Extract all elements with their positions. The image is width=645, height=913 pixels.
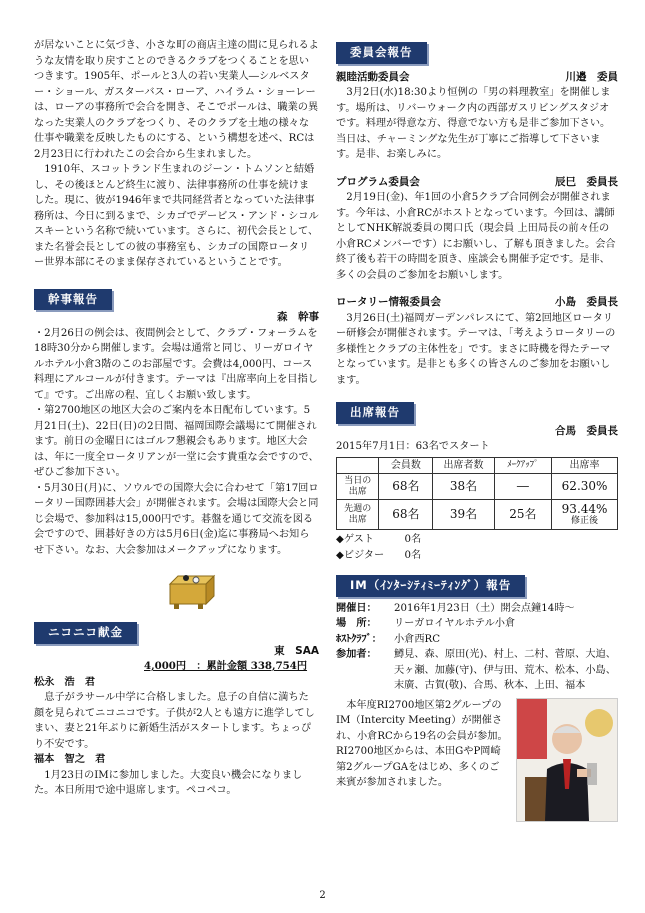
cell-present: 38名 xyxy=(433,474,494,500)
right-column xyxy=(336,42,618,791)
im-body: 本年度RI2700地区第2グループのIM（Intercity Meeting）が開催され、小倉RCから19名の会員が参加。RI2700地区からは、本田GやP岡崎第2グループGAをはじめ、多くのご来賓が参加されました。 xyxy=(336,699,508,788)
report-3-person: 小島 委員長 xyxy=(555,296,618,308)
kanji-author: 森 幹事 xyxy=(277,311,319,323)
report-3-text: 3月26日(土)福岡ガーデンパレスにて、第2回地区ロータリー研修会が開催されます。テーマは、「考えようロータリーの多様性とクラブの主体性を」です。まさに時機を得たテーマとなっています。是非とも多くの皆さんのご参加をお願いします。 xyxy=(336,312,616,386)
table-header-cell: 会員数 xyxy=(379,457,433,474)
attendance-intro: 2015年7月1日：63名でスタート xyxy=(336,441,490,452)
table-row xyxy=(337,474,618,500)
im-place-row xyxy=(336,616,618,632)
attendance-person: 合馬 委員長 xyxy=(555,424,618,437)
report-2-heading xyxy=(336,175,618,191)
im-report-header: IM（ｲﾝﾀｰｼﾃｨﾐｰﾃｨﾝｸﾞ）報告 xyxy=(336,575,525,597)
niko-author: 東 SAA xyxy=(274,644,319,657)
im-date-key: 開催日： xyxy=(336,602,377,614)
kanji-item-2: ・第2700地区の地区大会のご案内を本日配布しています。5月21日(土)、22日(日)の2日間、福岡国際会議場にて開催されます。前日の金曜日にはゴルフ懇親会もあります。地区大会は、年に一度全ロータリアンが一堂に会す貴重な会ですので、ぜひご参加下さい。 xyxy=(34,405,319,478)
kanji-item-1: ・2月26日の例会は、夜間例会として、クラブ・フォーラムを18時30分から開催します。会場は通常と同じ、リーガロイヤルホテル小倉3階のこのお部屋です。会費は4,000円、コース料理にアルコールが付きます。テーマは『出席率向上を目指して』です。ご出席の程、宜しくお願い致します。 xyxy=(34,327,318,401)
kanji-report-header: 幹事報告 xyxy=(34,289,112,311)
cell-rate-note: 修正後 xyxy=(571,515,599,526)
im-date-row xyxy=(336,601,618,617)
report-3-heading xyxy=(336,295,618,311)
cell-makeup: ― xyxy=(494,474,552,500)
table-header-cell xyxy=(337,457,379,474)
niko-entry-text-1: 息子がラサール中学に合格しました。息子の自信に満ちた顔を見られてニコニコです。子供が2人とも遠方に進学してしまい、妻と21年ぶりに新婚生活がスタートします。ちょっぴり不安です。 xyxy=(34,692,315,750)
im-place-val: リーガロイヤルホテル小倉 xyxy=(394,618,516,629)
report-2-text: 2月19日(金)、年1回の小倉5クラブ合同例会が開催されます。今年は、小倉RCがホストとなっています。今回は、講師としてNHK解説委員の関口氏（現会員 上田局長の前々任の小倉RCメンバーです）にお願いし、了解も頂きました。会合終了後も若干の時間を頂き、座談会も開催予定です。是非、多くの会員のご参加をお願いします。 xyxy=(336,192,616,281)
attendance-table xyxy=(336,457,618,531)
niko-entry-text-2: 1月23日のIMに参加しました。大変良い機会になりました。本日所用で途中退席します。ペコペコ。 xyxy=(34,769,303,796)
niko-entry-name-1: 松永 浩 君 xyxy=(34,676,96,688)
report-3-committee: ロータリー情報委員会 xyxy=(336,296,441,308)
table-header-cell: 出席者数 xyxy=(433,457,494,474)
cell-members: 68名 xyxy=(379,500,433,530)
cell-present: 39名 xyxy=(433,500,494,530)
kanji-item-3: ・5月30日(月)に、ソウルでの国際大会に合わせて「第17回ロータリー国際囲碁大会」が開催されます。会場は国際大会と同じ会場で、参加料は15,000円です。碁盤を通じて交流を図る会ですので、囲碁好きの方は5月6日(金)迄に事務局へお知らせ下さい。なお、大会参加はメークアップになります。 xyxy=(34,482,319,556)
niko-entry-name-2: 福本 智之 君 xyxy=(34,754,106,765)
table-header-row xyxy=(337,457,618,474)
niko-header: ニコニコ献金 xyxy=(34,622,137,644)
im-host-row xyxy=(336,632,618,648)
report-2-committee: プログラム委員会 xyxy=(336,175,420,188)
table-row xyxy=(337,500,618,530)
niko-amount: 4,000円 ：累計金額 338,754円 xyxy=(144,660,308,672)
table-header-cell: 出席率 xyxy=(552,457,618,474)
report-1-person: 川邉 委員 xyxy=(565,70,618,83)
im-attendees-row xyxy=(336,647,618,694)
cell-rate: 93.44% xyxy=(561,501,608,516)
cell-rate-wrap xyxy=(552,500,618,530)
left-column xyxy=(34,38,319,799)
im-host-key: ﾎｽﾄｸﾗﾌﾞ： xyxy=(336,633,382,645)
visitor-count: ◆ビジター 0名 xyxy=(336,549,422,561)
im-attendees-key: 参加者： xyxy=(336,649,377,660)
go-board-icon xyxy=(166,568,218,612)
page-number: 2 xyxy=(319,890,326,901)
attendance-header: 出席報告 xyxy=(336,402,414,424)
im-place-key: 場 所： xyxy=(336,618,377,629)
guest-count: ◆ゲスト 0名 xyxy=(336,534,422,545)
cell-rate: 62.30% xyxy=(552,474,618,500)
committee-report-header: 委員会報告 xyxy=(336,42,427,64)
im-attendees-val: 鱒見、森、原田(光)、村上、二村、菅原、大迫、天ヶ瀬、加藤(守)、伊与田、荒木、松本、小島、末廣、古賀(敬)、合馬、秋本、上田、福本 xyxy=(394,649,616,691)
im-date-val: 2016年1月23日（土）開会点鐘14時～ xyxy=(394,602,575,614)
intro-paragraph-1: が居ないことに気づき、小さな町の商店主達の間に見られるような友情を取り戻すことのできるクラブをつくることを思いつきます。1905年、ポールと3人の若い実業人―シルベスター・ショール、ガスターバス・ローア、ハイラム・ショーレーは、ローアの事務所で会合を開き、そこでポールは、職業の異なった実業人のクラブをつくり、そのクラブを土地の様々な仕事や職業を反映したものにする、という構想を述べ、RCは2月23日に行われたこの会合から生まれました。 xyxy=(34,40,319,160)
im-host-val: 小倉西RC xyxy=(394,633,441,645)
row-label: 当日の出席 xyxy=(337,474,379,500)
report-1-committee: 親睦活動委員会 xyxy=(336,70,410,83)
speaker-photo xyxy=(516,698,618,822)
table-header-cell: ﾒｰｸｱｯﾌﾟ xyxy=(494,457,552,474)
cell-members: 68名 xyxy=(379,474,433,500)
report-2-person: 辰巳 委員長 xyxy=(555,175,618,188)
row-label: 先週の出席 xyxy=(337,500,379,530)
intro-paragraph-2: 1910年、スコットランド生まれのジーン・トムソンと結婚し、その後ほとんど終生に渡り、法律事務所の仕事を続けました。現に、彼が1946年まで共同経営者となっていた法律事務所は、今日に到るまで、シカゴでデービス・アンド・シコルスキーという名称で続いています。さらに、初代会長として、また名誉会長としての彼の事務室も、シカゴの国際ロータリー世界本部にそのまま保存されているということです。 xyxy=(34,164,319,268)
report-1-heading xyxy=(336,70,618,86)
report-1-text: 3月2日(水)18:30より恒例の「男の料理教室」を開催します。場所は、リバーウォーク内の西部ガスリビングスタジオです。料理が得意な方、得意でない方も是非ご参加下さい。当日は、チャーミングな先生が丁寧にご指導して下さいます。是非、お楽しみに。 xyxy=(336,87,611,160)
cell-makeup: 25名 xyxy=(494,500,552,530)
